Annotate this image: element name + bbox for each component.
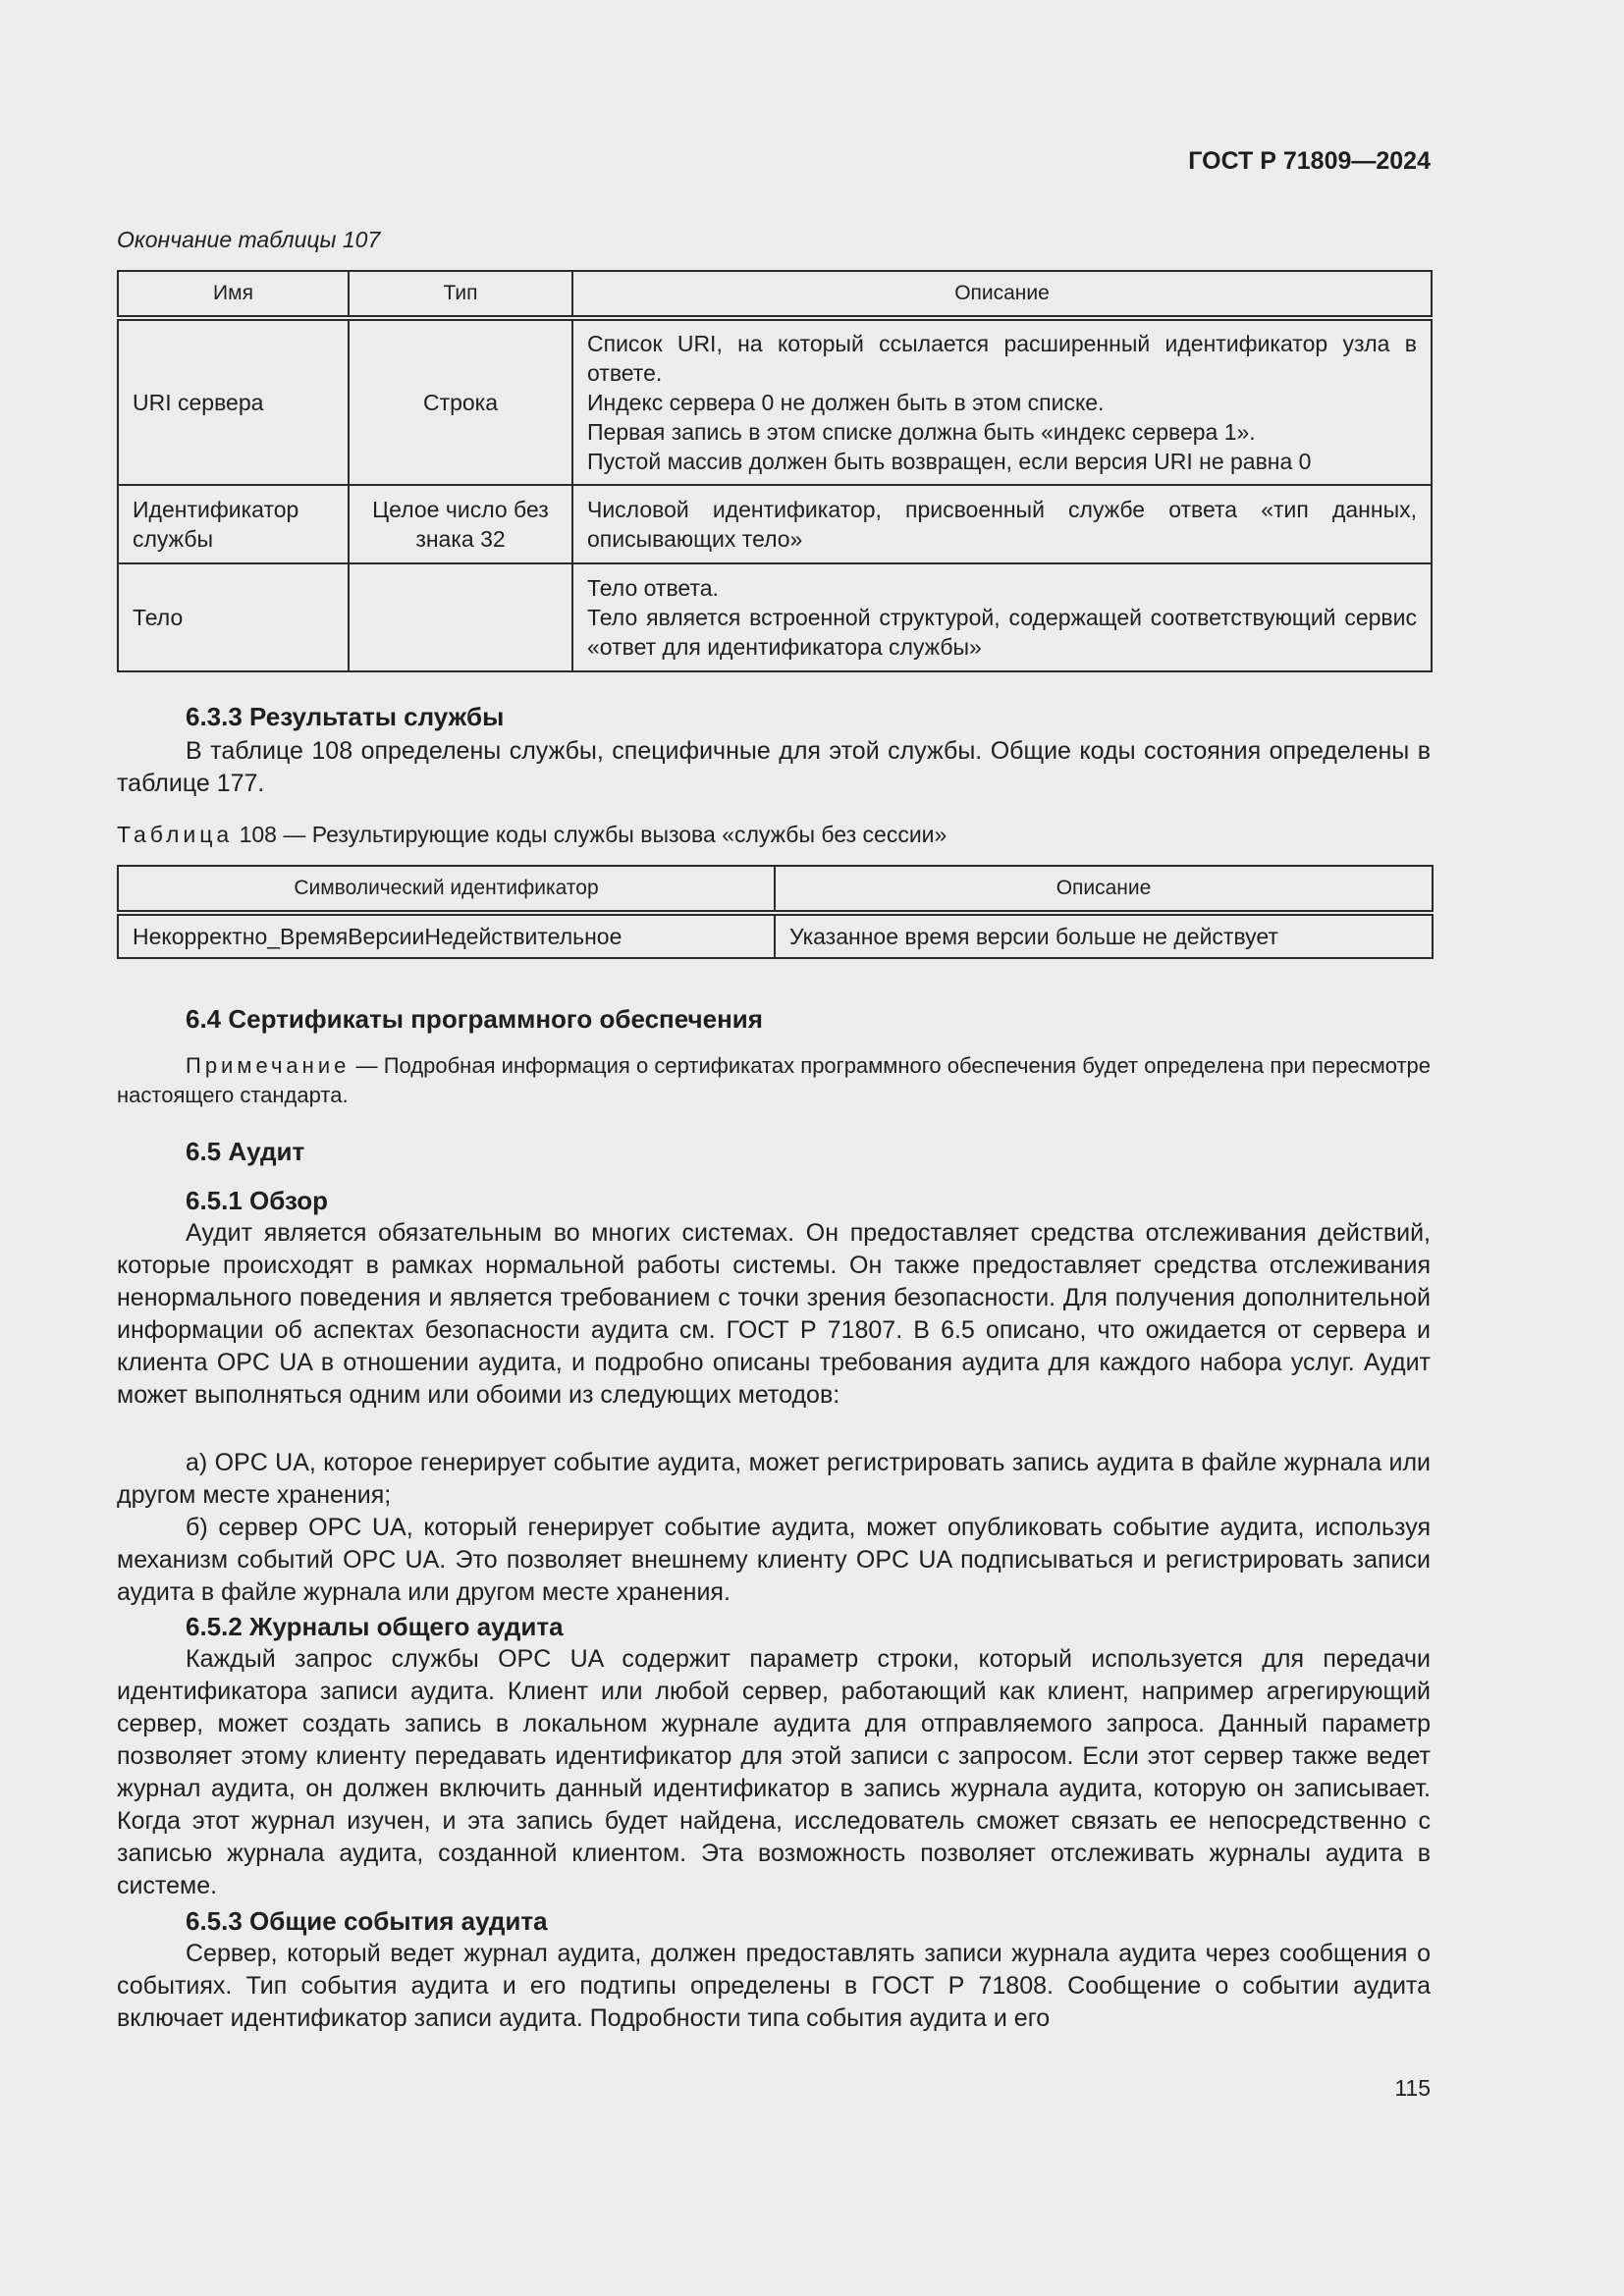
table-header-row xyxy=(118,271,1432,318)
table-107-caption: Окончание таблицы 107 xyxy=(117,227,381,252)
description-line: Тело ответа. xyxy=(587,575,719,601)
section-paragraph: Аудит является обязательным во многих системах. Он предоставляет средства отслеживания действий, которые происходят в рамках нормальной работы системы. Он также предоставляет средства отслеживания ненормального поведения и является требованием с точки зрения безопасности. Для получения дополнительной информации об аспектах безопасности аудита см. ГОСТ Р 71807. В 6.5 описано, что ожидается от сервера и клиента OPC UA в отношении аудита, и подробно описаны требования аудита для каждого набора услуг. Аудит может выполняться одним или обоими из следующих методов: xyxy=(117,1219,1431,1409)
cell-type: Целое число без знака 32 xyxy=(349,485,572,563)
document-code: ГОСТ Р 71809—2024 xyxy=(1188,147,1431,175)
table-row xyxy=(118,318,1432,485)
column-header-description: Описание xyxy=(572,271,1432,318)
description-line: Тело является встроенной структурой, содержащей соответствующий сервис «ответ для идентификатора службы» xyxy=(587,605,1417,660)
cell-description xyxy=(572,485,1432,563)
caption-label: Таблица xyxy=(117,822,234,847)
cell-name: Тело xyxy=(118,563,349,671)
table-header-row xyxy=(118,866,1433,913)
list-item-a: а) OPC UA, которое генерирует событие аудита, может регистрировать запись аудита в файле журнала или другом месте хранения; xyxy=(117,1449,1431,1509)
table-107 xyxy=(117,270,1433,672)
section-paragraph: Каждый запрос службы OPC UA содержит параметр строки, который используется для передачи идентификатора записи аудита. Клиент или любой сервер, работающий как клиент, например агрегирующий сервер, может создать запись в локальном журнале аудита для отправляемого запроса. Данный параметр позволяет этому клиенту передавать идентификатор для этой записи с запросом. Если этот сервер также ведет журнал аудита, он должен включить данный идентификатор в запись журнала аудита, которую он записывает. Когда этот журнал изучен, и эта запись будет найдена, исследователь сможет связать ее непосредственно с записью журнала аудита, созданной клиентом. Эта возможность позволяет отслеживать журналы аудита в системе. xyxy=(117,1645,1431,1899)
cell-symbolic-id: Некорректно_ВремяВерсииНедействительное xyxy=(118,913,775,958)
note-paragraph xyxy=(117,1051,1431,1110)
note-label: Примечание xyxy=(186,1053,351,1078)
column-header-description: Описание xyxy=(775,866,1433,913)
description-line: Первая запись в этом списке должна быть «индекс сервера 1». xyxy=(587,419,1256,445)
column-header-type: Тип xyxy=(349,271,572,318)
description-line: Индекс сервера 0 не должен быть в этом списке. xyxy=(587,390,1105,415)
cell-description: Указанное время версии больше не действует xyxy=(775,913,1433,958)
table-108 xyxy=(117,865,1434,959)
section-heading-6-5-2: 6.5.2 Журналы общего аудита xyxy=(186,1612,564,1641)
section-heading-6-5-3: 6.5.3 Общие события аудита xyxy=(186,1906,548,1936)
description-line: Пустой массив должен быть возвращен, если версия URI не равна 0 xyxy=(587,449,1312,474)
table-row xyxy=(118,563,1432,671)
cell-description xyxy=(572,563,1432,671)
table-108-caption xyxy=(117,822,947,848)
column-header-name: Имя xyxy=(118,271,349,318)
section-heading-6-3-3: 6.3.3 Результаты службы xyxy=(186,702,505,731)
cell-name: Идентификатор службы xyxy=(118,485,349,563)
section-heading-6-5-1: 6.5.1 Обзор xyxy=(186,1186,329,1215)
note-text: — Подробная информация о сертификатах программного обеспечения будет определена при пересмотре настоящего стандарта. xyxy=(117,1053,1431,1107)
description-line: Список URI, на который ссылается расширенный идентификатор узла в ответе. xyxy=(587,331,1417,386)
cell-type xyxy=(349,563,572,671)
column-header-symbolic-id: Символический идентификатор xyxy=(118,866,775,913)
caption-text: 108 — Результирующие коды службы вызова «службы без сессии» xyxy=(239,822,947,847)
cell-description xyxy=(572,318,1432,485)
section-heading-6-4: 6.4 Сертификаты программного обеспечения xyxy=(186,1004,763,1034)
section-paragraph: В таблице 108 определены службы, специфичные для этой службы. Общие коды состояния определены в таблице 177. xyxy=(117,737,1431,797)
description-line: Числовой идентификатор, присвоенный службе ответа «тип данных, описывающих тело» xyxy=(587,497,1417,552)
table-row xyxy=(118,485,1432,563)
table-row xyxy=(118,913,1433,958)
list-item-b: б) сервер OPC UA, который генерирует событие аудита, может опубликовать событие аудита, используя механизм событий OPC UA. Это позволяет внешнему клиенту OPC UA подписываться и регистрировать записи аудита в файле журнала или другом месте хранения. xyxy=(117,1514,1431,1606)
page-number: 115 xyxy=(1394,2075,1431,2101)
cell-name: URI сервера xyxy=(118,318,349,485)
section-heading-6-5: 6.5 Аудит xyxy=(186,1137,305,1166)
cell-type: Строка xyxy=(349,318,572,485)
section-paragraph: Сервер, который ведет журнал аудита, должен предоставлять записи журнала аудита через сообщения о событиях. Тип события аудита и его подтипы определены в ГОСТ Р 71808. Сообщение о событии аудита включает идентификатор записи аудита. Подробности типа события аудита и его xyxy=(117,1940,1431,2032)
